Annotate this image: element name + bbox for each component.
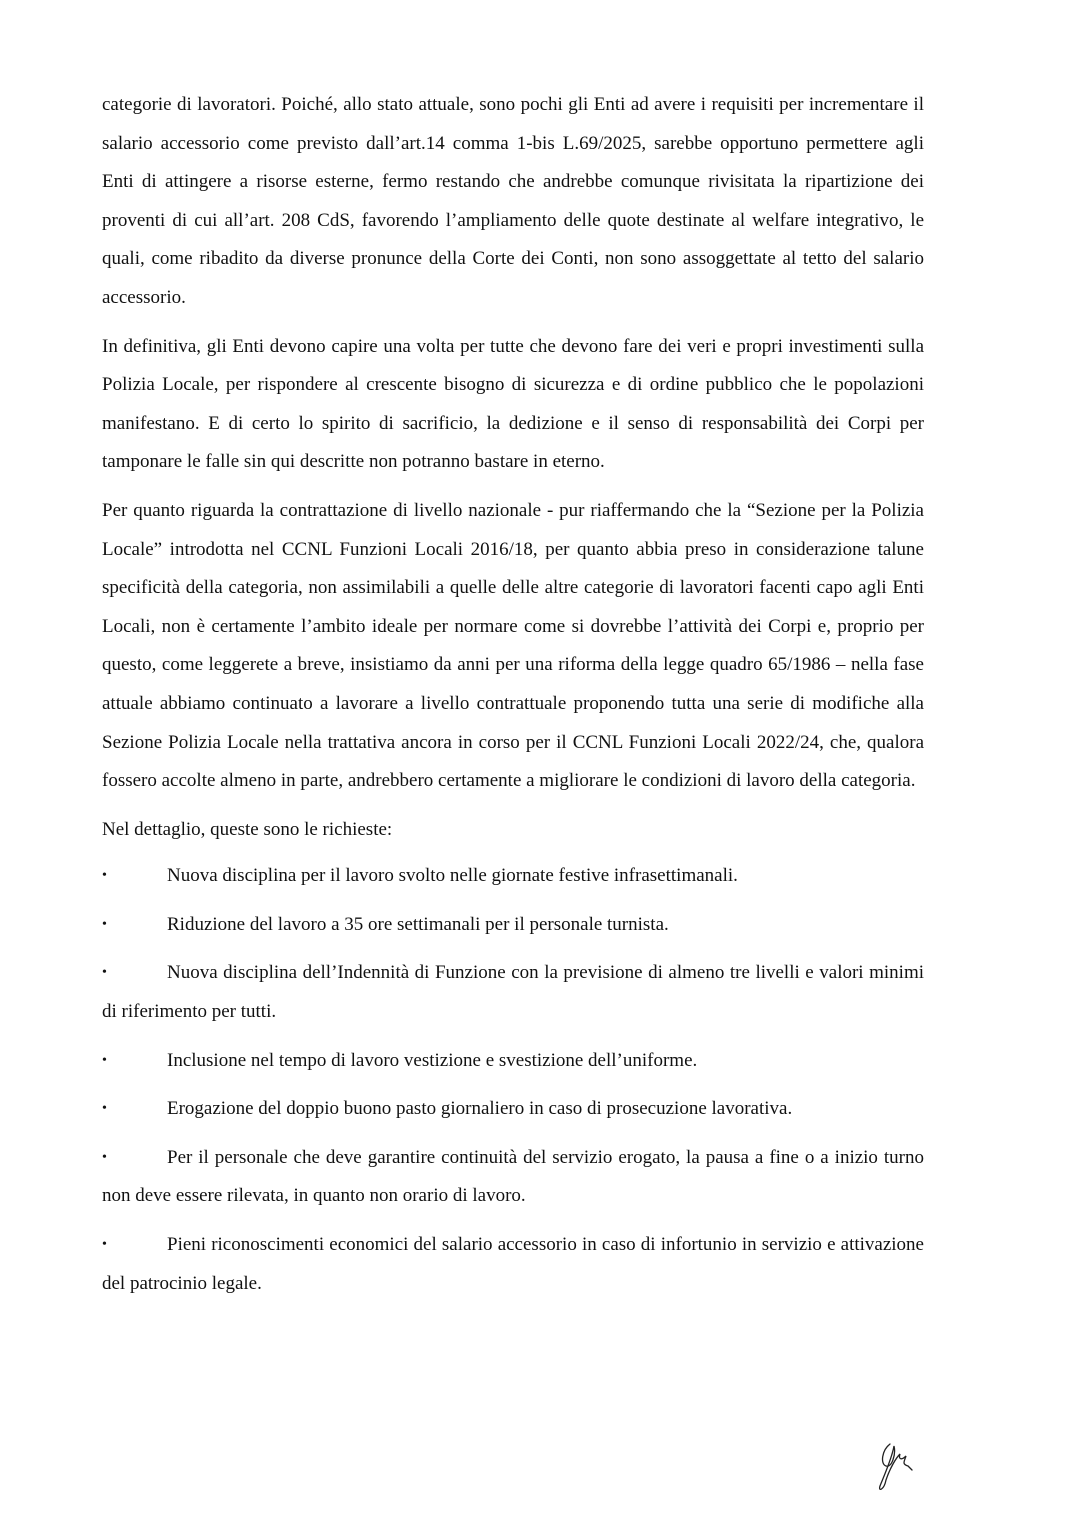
list-item-text: Erogazione del doppio buono pasto giornaliero in caso di prosecuzione lavorativa. [167, 1098, 793, 1120]
bullet-icon: • [102, 1101, 107, 1117]
paragraph-investimenti: In definitiva, gli Enti devono capire una volta per tutte che devono fare dei veri e propri investimenti sulla Polizia Locale, per rispondere al crescente bisogno di sicurezza e di ordine pubblico che le popolazioni manifestano. E di certo lo spirito di sacrificio, la dedizione e il senso di responsabilità dei Corpi per tamponare le falle sin qui descritte non potranno bastare in eterno. [102, 335, 924, 473]
list-item [102, 954, 924, 1031]
list-item [102, 1042, 924, 1081]
signature-initials-icon [868, 1440, 928, 1500]
list-item-text: Pieni riconoscimenti economici del salario accessorio in caso di infortunio in servizio e attivazione del patrocinio legale. [102, 1234, 924, 1294]
bullet-icon: • [102, 868, 107, 884]
requests-intro: Nel dettaglio, queste sono le richieste: [102, 818, 393, 840]
list-item [102, 857, 924, 896]
list-item [102, 906, 924, 945]
list-item-text: Riduzione del lavoro a 35 ore settimanali per il personale turnista. [167, 913, 669, 935]
requests-list [102, 857, 924, 1303]
bullet-icon: • [102, 1237, 107, 1253]
list-item-text: Inclusione nel tempo di lavoro vestizione e svestizione dell’uniforme. [167, 1049, 698, 1071]
bullet-icon: • [102, 1052, 107, 1068]
document-page [102, 86, 924, 1313]
list-item-text: Per il personale che deve garantire continuità del servizio erogato, la pausa a fine o a inizio turno non deve essere rilevata, in quanto non orario di lavoro. [102, 1146, 924, 1207]
bullet-icon: • [102, 916, 107, 932]
paragraph-contrattazione-nazionale: Per quanto riguarda la contrattazione di livello nazionale - pur riaffermando che la “Sezione per la Polizia Locale” introdotta nel CCNL Funzioni Locali 2016/18, per quanto abbia preso in considerazione talune specificità della categoria, non assimilabili a quelle delle altre categorie di lavoratori facenti capo agli Enti Locali, non è certamente l’ambito ideale per normare come si dovrebbe l’attività dei Corpi e, proprio per questo, come leggerete a breve, insistiamo da anni per una riforma della legge quadro 65/1986 – nella fase attuale abbiamo continuato a lavorare a livello contrattuale proponendo tutta una serie di modifiche alla Sezione Polizia Locale nella trattativa ancora in corso per il CCNL Funzioni Locali 2022/24, che, qualora fossero accolte almeno in parte, andrebbero certamente a migliorare le condizioni di lavoro della categoria. [102, 499, 924, 792]
list-item-text: Nuova disciplina per il lavoro svolto nelle giornate festive infrasettimanali. [167, 865, 738, 887]
list-item-text: Nuova disciplina dell’Indennità di Funzione con la previsione di almeno tre livelli e valori minimi di riferimento per tutti. [102, 962, 924, 1023]
list-item [102, 1139, 924, 1216]
paragraph-salario-accessorio: categorie di lavoratori. Poiché, allo stato attuale, sono pochi gli Enti ad avere i requisiti per incrementare il salario accessorio come previsto dall’art.14 comma 1-bis L.69/2025, sarebbe opportuno permettere agli Enti di attingere a risorse esterne, fermo restando che andrebbe comunque rivisitata la ripartizione dei proventi di cui all’art. 208 CdS, favorendo l’ampliamento delle quote destinate al welfare integrativo, le quali, come ribadito da diverse pronunce della Corte dei Conti, non sono assoggettate al tetto del salario accessorio. [102, 94, 924, 308]
bullet-icon: • [102, 1149, 107, 1165]
bullet-icon: • [102, 965, 107, 981]
list-item [102, 1090, 924, 1129]
list-item [102, 1226, 924, 1303]
